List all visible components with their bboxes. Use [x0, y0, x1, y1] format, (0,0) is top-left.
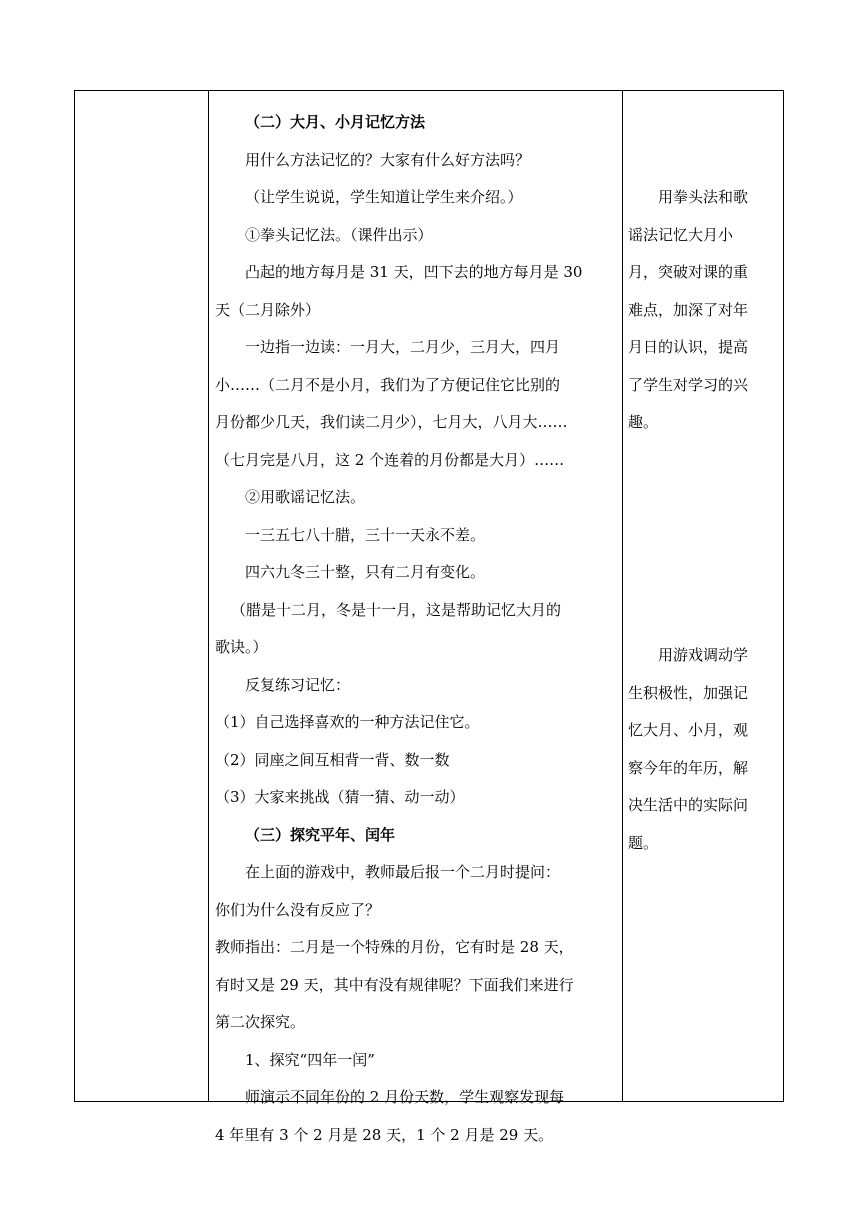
text-line: 小……（二月不是小月，我们为了方便记住它比别的	[215, 375, 561, 394]
text-line: 歌诀。）	[215, 638, 268, 656]
note-line: 趣。	[628, 413, 659, 431]
lesson-table	[74, 90, 784, 1144]
text-line: 一边指一边读：一月大，二月少，三月大，四月	[245, 338, 561, 356]
note-line: 用游戏调动学	[658, 646, 749, 664]
text-line: 1、探究“四年一闰”	[245, 1050, 375, 1069]
column-divider-right	[622, 91, 623, 1101]
text-line: 凸起的地方每月是 31 天，凹下去的地方每月是 30	[245, 263, 583, 281]
teaching-process-cell	[215, 104, 617, 1154]
note-line: 用拳头法和歌	[658, 188, 749, 206]
note-line: 忆大月、小月，观	[628, 721, 749, 739]
text-line: 在上面的游戏中，教师最后报一个二月时提问：	[245, 863, 561, 881]
text-line: 天（二月除外）	[215, 300, 321, 319]
text-line: 第二次探究。	[215, 1013, 306, 1031]
note-line: 察今年的年历，解	[628, 758, 749, 777]
note-line: 谣法记忆大月小	[628, 225, 734, 244]
note-line: 生积极性，加强记	[628, 683, 749, 702]
section-heading-months: （二）大月、小月记忆方法	[245, 113, 426, 131]
note-line: 题。	[628, 833, 659, 852]
note-line: 决生活中的实际问	[628, 796, 749, 814]
text-line: 师演示不同年份的 2 月份天数，学生观察发现每	[245, 1088, 565, 1106]
text-line: （3）大家来挑战（猜一猜、动一动）	[215, 788, 465, 806]
note-line: 难点，加深了对年	[628, 300, 749, 319]
text-line: 教师指出：二月是一个特殊的月份，它有时是 28 天，	[215, 938, 574, 956]
section-heading-leap-year: （三）探究平年、闰年	[245, 825, 396, 844]
note-line: 月，突破对课的重	[628, 263, 749, 281]
column-divider-left	[208, 91, 209, 1101]
design-intent-note-game	[628, 637, 778, 862]
text-line: （2）同座之间互相背一背、数一数	[215, 750, 450, 769]
text-line: 有时又是 29 天，其中有没有规律呢？下面我们来进行	[215, 975, 574, 994]
text-line: 反复练习记忆：	[245, 675, 351, 694]
text-line: 月份都少几天，我们读二月少），七月大，八月大……	[215, 413, 568, 431]
text-line: 四六九冬三十整，只有二月有变化。	[245, 563, 486, 581]
text-line: （1）自己选择喜欢的一种方法记住它。	[215, 713, 480, 731]
note-line: 月日的认识，提高	[628, 338, 749, 356]
text-line: ①拳头记忆法。（课件出示）	[245, 225, 433, 244]
text-line: 你们为什么没有反应了？	[215, 900, 381, 919]
text-line: 一三五七八十腊，三十一天永不差。	[245, 525, 486, 544]
design-intent-note-memory	[628, 179, 778, 442]
text-line: （七月完是八月，这 2 个连着的月份都是大月）……	[215, 450, 565, 469]
text-line: （让学生说说，学生知道让学生来介绍。）	[245, 188, 523, 206]
text-line: 用什么方法记忆的？大家有什么好方法吗？	[245, 150, 531, 169]
text-line: （腊是十二月，冬是十一月，这是帮助记忆大月的	[231, 600, 562, 619]
text-line: ②用歌谣记忆法。	[245, 488, 366, 506]
text-line: 4 年里有 3 个 2 月是 28 天，1 个 2 月是 29 天。	[215, 1125, 554, 1144]
note-line: 了学生对学习的兴	[628, 375, 749, 394]
